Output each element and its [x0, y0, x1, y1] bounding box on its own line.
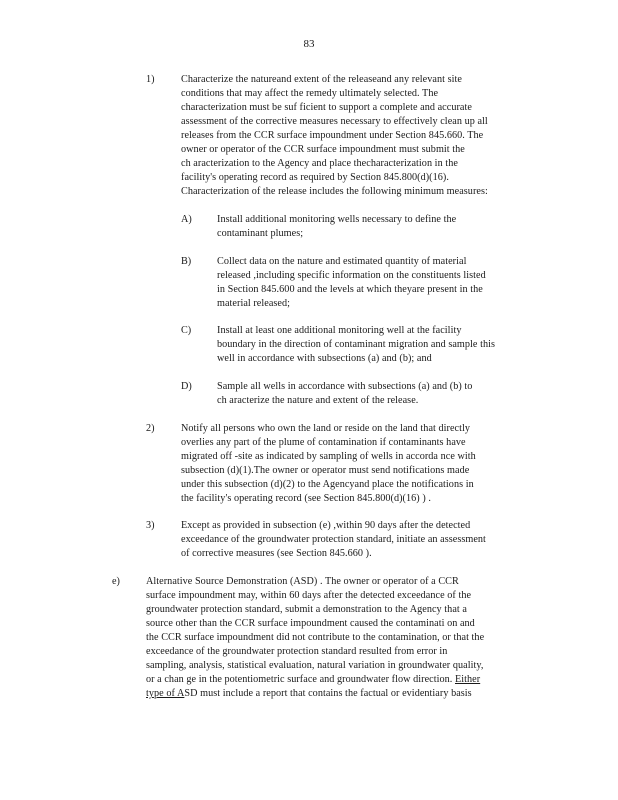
item-3-line: exceedance of the groundwater protection standard, initiate an assessment: [181, 534, 486, 545]
item-marker-3: 3): [146, 520, 155, 531]
item-2-line: migrated off -site as indicated by sampling of wells in accorda nce with: [181, 451, 476, 462]
item-e-line-text: must include a report that contains the factual or evidentiary basis: [200, 688, 472, 699]
item-2-line: the facility's operating record (see Section 845.800(d)(16) ) .: [181, 493, 431, 504]
item-1-line: Characterization of the release includes the following minimum measures:: [181, 186, 488, 197]
item-1-line: owner or operator of the CCR surface impoundment must submit the: [181, 144, 465, 155]
item-c-line: Install at least one additional monitoring well at the facility: [217, 325, 462, 336]
item-e-line: Alternative Source Demonstration (ASD) . The owner or operator of a CCR: [146, 576, 459, 587]
item-b-line: released ,including specific information on the constituents listed: [217, 270, 486, 281]
underlined-either: Either: [454, 674, 481, 685]
page-number: 83: [303, 38, 315, 50]
item-b-line: in Section 845.600 and the levels at which theyare present in the: [217, 284, 483, 295]
item-2-line: Notify all persons who own the land or reside on the land that directly: [181, 423, 471, 434]
item-a-line: Install additional monitoring wells necessary to define the: [217, 214, 457, 225]
item-e-line: groundwater protection standard, submit a demonstration to the Agency that a: [146, 604, 467, 615]
item-e-line: the CCR surface impoundment did not contribute to the contamination, or that the: [146, 632, 485, 643]
item-b-line: material released;: [217, 298, 291, 309]
item-1-line: characterization must be suf ficient to support a complete and accurate: [181, 102, 472, 113]
item-2-line: overlies any part of the plume of contamination if contaminants have: [181, 437, 466, 448]
item-3-line: of corrective measures (see Section 845.660 ).: [181, 548, 372, 559]
item-1-line: ch aracterization to the Agency and place thecharacterization in the: [181, 158, 458, 169]
item-1-line: conditions that may affect the remedy ultimately selected. The: [181, 88, 439, 99]
item-e-line-sd: SD: [184, 688, 198, 699]
item-d-line: Sample all wells in accordance with subsections (a) and (b) to: [217, 381, 473, 392]
item-d-line: ch aracterize the nature and extent of the release.: [217, 395, 419, 406]
item-1-line: assessment of the corrective measures necessary to effectively clean up all: [181, 116, 488, 127]
item-marker-a: A): [181, 214, 192, 225]
item-marker-b: B): [181, 256, 192, 267]
item-1-line: releases from the CCR surface impoundment under Section 845.660. The: [181, 130, 484, 141]
item-2-line: subsection (d)(1).The owner or operator must send notifications made: [181, 465, 470, 476]
item-marker-c: C): [181, 325, 192, 336]
item-1-line: Characterize the natureand extent of the releaseand any relevant site: [181, 74, 462, 85]
item-e-line: source other than the CCR surface impoundment caused the contaminati on and: [146, 618, 475, 629]
item-e-line: sampling, analysis, statistical evaluation, natural variation in groundwater quality,: [146, 660, 484, 671]
item-marker-e: e): [112, 576, 120, 587]
item-marker-2: 2): [146, 423, 155, 434]
item-e-line-text: or a chan ge in the potentiometric surface and groundwater flow direction.: [146, 674, 455, 685]
item-e-line: surface impoundment may, within 60 days after the detected exceedance of the: [146, 590, 472, 601]
item-e-line: [146, 673, 480, 687]
item-2-line: under this subsection (d)(2) to the Agencyand place the notifications in: [181, 479, 474, 490]
item-b-line: Collect data on the nature and estimated quantity of material: [217, 256, 467, 267]
item-marker-d: D): [181, 381, 192, 392]
item-a-line: contaminant plumes;: [217, 228, 304, 239]
item-3-line: Except as provided in subsection (e) ,within 90 days after the detected: [181, 520, 471, 531]
item-e-line: exceedance of the groundwater protection standard resulted from error in: [146, 646, 448, 657]
item-1-line: facility's operating record as required by Section 845.800(d)(16).: [181, 172, 449, 183]
item-marker-1: 1): [146, 74, 155, 85]
item-c-line: well in accordance with subsections (a) and (b); and: [217, 353, 432, 364]
item-e-line: [146, 687, 472, 701]
underlined-type-of-a: type of A: [146, 688, 185, 699]
item-c-line: boundary in the direction of contaminant migration and sample this: [217, 339, 496, 350]
